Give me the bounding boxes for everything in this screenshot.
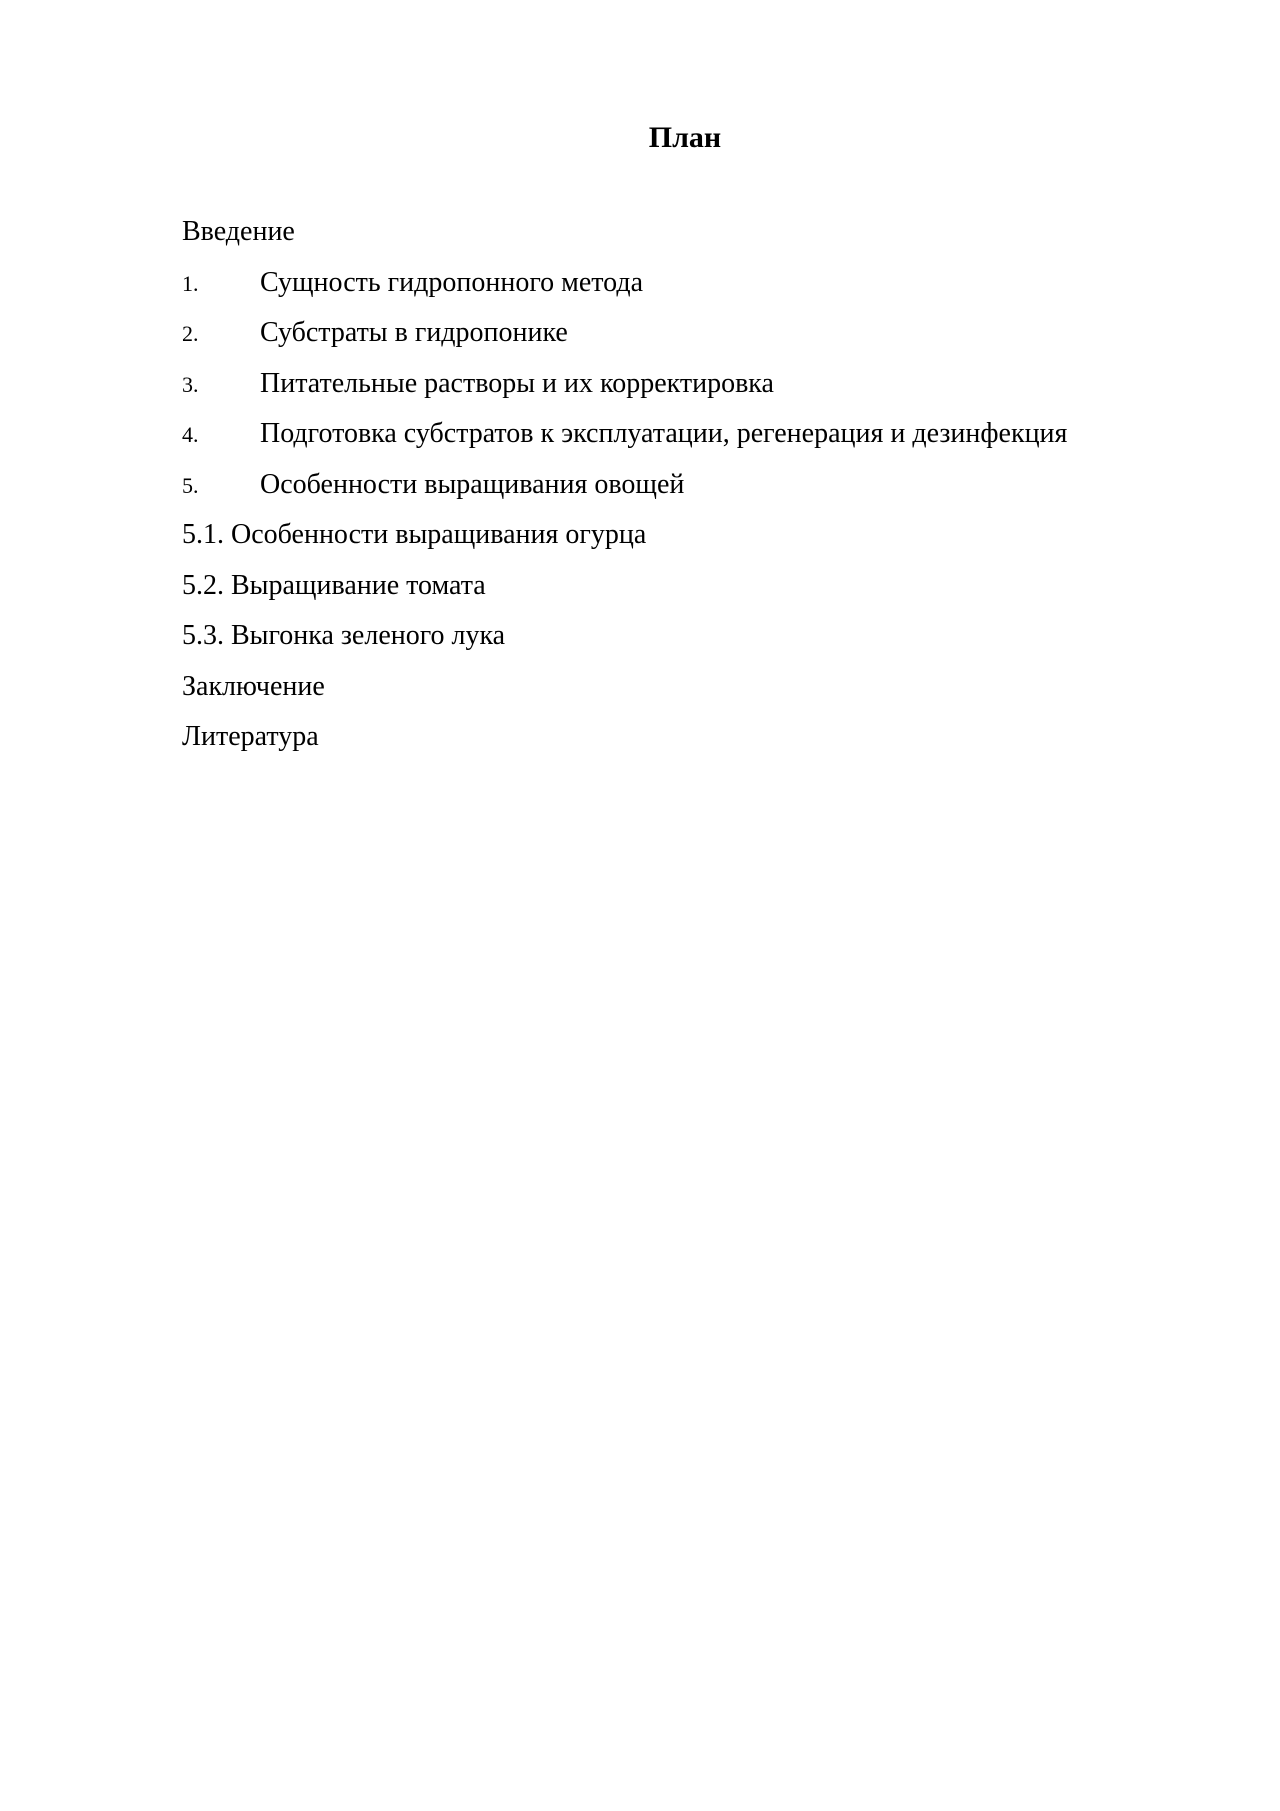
toc-item-label: 5.2. Выращивание томата	[182, 569, 486, 601]
toc-item-5-1	[182, 515, 1182, 566]
toc-item-number: 3.	[182, 371, 199, 397]
toc-item-number: 5.	[182, 472, 199, 498]
toc-item-label: Субстраты в гидропонике	[260, 317, 568, 348]
toc-item-label: Особенности выращивания овощей	[260, 468, 685, 500]
toc-item-label: Введение	[182, 216, 295, 247]
toc-item-literature	[182, 717, 1182, 768]
toc-item-label: Сущность гидропонного метода	[260, 266, 643, 298]
toc-item-number: 4.	[182, 422, 199, 447]
toc-item-number: 2.	[182, 321, 199, 346]
toc-item-label: 5.1. Особенности выращивания огурца	[182, 519, 647, 550]
toc-item-label: 5.3. Выгонка зеленого лука	[182, 620, 506, 651]
toc-item-5-2	[182, 566, 1182, 617]
toc-item-1	[182, 263, 1182, 314]
page-title: План	[648, 121, 722, 154]
toc-item-label: Литература	[182, 721, 319, 752]
toc-item-3	[182, 364, 1182, 415]
toc-item-label: Заключение	[182, 670, 325, 702]
toc-item-5	[182, 465, 1182, 516]
toc-item-conclusion	[182, 667, 1182, 718]
toc-item-number: 1.	[182, 270, 199, 296]
toc-item-5-3	[182, 616, 1182, 667]
toc-item-2	[182, 313, 1182, 364]
toc-item-intro	[182, 212, 1182, 263]
toc-item-label: Подготовка субстратов к эксплуатации, регенерация и дезинфекция	[260, 418, 1068, 449]
toc-item-label: Питательные растворы и их корректировка	[260, 367, 774, 399]
toc-item-4	[182, 414, 1182, 465]
table-of-contents	[182, 212, 1182, 768]
